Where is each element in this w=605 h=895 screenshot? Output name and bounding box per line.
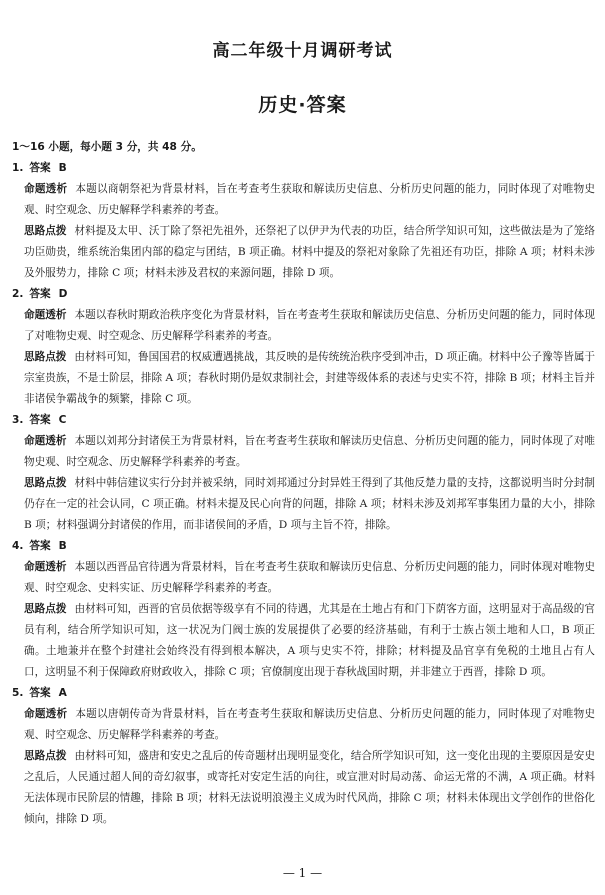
exam-title: 高二年级十月调研考试 — [212, 41, 393, 61]
answer-label: 答案 — [29, 288, 51, 300]
analysis-text: 本题以春秋时期政治秩序变化为背景材料，旨在考查考生获取和解读历史信息、分析历史问题的能力，同时体现了对唯物史观、时空观念、历史解释学科素养的考查。 — [24, 309, 596, 342]
question-number: 3. — [12, 414, 24, 426]
question-number: 4. — [12, 540, 24, 552]
reasoning-paragraph — [12, 473, 595, 536]
answer-content — [12, 137, 595, 830]
reasoning-label: 思路点拨 — [24, 603, 67, 615]
reasoning-paragraph — [12, 347, 595, 410]
analysis-label: 命题透析 — [24, 435, 67, 447]
reasoning-text: 由材料可知，西晋的官员依据等级享有不同的待遇，尤其是在土地占有和门下荫客方面，这明显对于高品级的官员有利，结合所学知识可知，这一状况为门阀士族的发展提供了必要的经济基础，有利于士族占领土地和人口，B 项正确。土地兼并在整个封建社会始终没有得到根本解决，A 项与史实不符，排除；材料提及品官享有免税的土地且占有人口，这明显不利于保障政府财政收入，排除 C 项；官僚制度出现于春秋战国时期，并非建立于西晋，排除 D 项。 — [24, 603, 596, 678]
answer-value: B — [58, 162, 67, 174]
question-number: 2. — [12, 288, 24, 300]
reasoning-label: 思路点拨 — [24, 225, 67, 237]
answer-value: B — [58, 540, 67, 552]
answer-label: 答案 — [29, 687, 51, 699]
reasoning-label: 思路点拨 — [24, 351, 67, 363]
answer-value: C — [58, 414, 67, 426]
answer-line — [12, 536, 595, 557]
reasoning-text: 由材料可知，鲁国国君的权威遭遇挑战，其反映的是传统统治秩序受到冲击，D 项正确。材料中公子豫等皆属于宗室贵族，不是士阶层，排除 A 项；春秋时期仍是奴隶制社会，封建等级体系的表述与史实不符，排除 B 项；材料主旨并非诸侯争霸战争的频繁，排除 C 项。 — [24, 351, 596, 405]
reasoning-paragraph — [12, 599, 595, 683]
question-number: 5. — [12, 687, 24, 699]
answer-label: 答案 — [29, 162, 51, 174]
analysis-paragraph — [12, 431, 595, 473]
analysis-paragraph — [12, 305, 595, 347]
question-4 — [12, 536, 595, 683]
answer-value: D — [58, 288, 68, 300]
question-number: 1. — [12, 162, 24, 174]
question-3 — [12, 410, 595, 536]
subject-title: 历史·答案 — [258, 94, 347, 116]
question-1 — [12, 158, 595, 284]
analysis-label: 命题透析 — [24, 183, 68, 195]
analysis-text: 本题以唐朝传奇为背景材料，旨在考查考生获取和解读历史信息、分析历史问题的能力，同时体现了对唯物史观、时空观念、历史解释学科素养的考查。 — [24, 708, 595, 741]
answer-line — [12, 158, 595, 179]
reasoning-label: 思路点拨 — [24, 477, 67, 489]
answer-line — [12, 410, 595, 431]
analysis-text: 本题以商朝祭祀为背景材料，旨在考查考生获取和解读历史信息、分析历史问题的能力，同时体现了对唯物史观、时空观念、历史解释学科素养的考查。 — [24, 183, 595, 216]
page-number: — 1 — — [282, 866, 323, 880]
answer-label: 答案 — [29, 540, 51, 552]
answer-value: A — [58, 687, 67, 699]
reasoning-text: 材料中韩信建议实行分封并被采纳，同时刘邦通过分封异姓王得到了其他反楚力量的支持，这都说明当时分封制仍存在一定的社会认同，C 项正确。材料未提及民心向背的问题，排除 A 项；材料未涉及刘邦军事集团力量的大小，排除 B 项；材料强调分封诸侯的作用，而非诸侯间的矛盾，D 项与主旨不符，排除。 — [24, 477, 596, 531]
answer-line — [12, 284, 595, 305]
intro-line: 1～16 小题，每小题 3 分，共 48 分。 — [12, 141, 202, 153]
analysis-label: 命题透析 — [24, 309, 67, 321]
analysis-paragraph — [12, 557, 595, 599]
analysis-text: 本题以刘邦分封诸侯王为背景材料，旨在考查考生获取和解读历史信息、分析历史问题的能力，同时体现了对唯物史观、时空观念、历史解释学科素养的考查。 — [24, 435, 596, 468]
reasoning-text: 材料提及太甲、沃丁除了祭祀先祖外，还祭祀了以伊尹为代表的功臣，结合所学知识可知，这些做法是为了笼络功臣勋贵，维系统治集团内部的稳定与团结，B 项正确。材料中提及的祭祀对象除了先祖还有功臣，排除 A 项；材料未涉及外服势力，排除 C 项；材料未涉及君权的来源问题，排除 D 项。 — [24, 225, 596, 279]
reasoning-text: 由材料可知，盛唐和安史之乱后的传奇题材出现明显变化，结合所学知识可知，这一变化出现的主要原因是安史之乱后，人民通过超人间的奇幻叙事，或寄托对安定生活的向往，或宣泄对时局动荡、命运无常的不满，A 项正确。材料无法体现市民阶层的情趣，排除 B 项；材料无法说明浪漫主义成为时代风尚，排除 C 项；材料未体现出文学创作的世俗化倾向，排除 D 项。 — [24, 750, 596, 825]
answer-line — [12, 683, 595, 704]
analysis-paragraph — [12, 704, 595, 746]
analysis-label: 命题透析 — [24, 561, 67, 573]
analysis-text: 本题以西晋品官待遇为背景材料，旨在考查考生获取和解读历史信息、分析历史问题的能力，同时体现对唯物史观、时空观念、史料实证、历史解释学科素养的考查。 — [24, 561, 596, 594]
reasoning-label: 思路点拨 — [24, 750, 67, 762]
analysis-label: 命题透析 — [24, 708, 68, 720]
analysis-paragraph — [12, 179, 595, 221]
reasoning-paragraph — [12, 746, 595, 830]
question-2 — [12, 284, 595, 410]
question-5 — [12, 683, 595, 830]
answer-label: 答案 — [29, 414, 51, 426]
reasoning-paragraph — [12, 221, 595, 284]
